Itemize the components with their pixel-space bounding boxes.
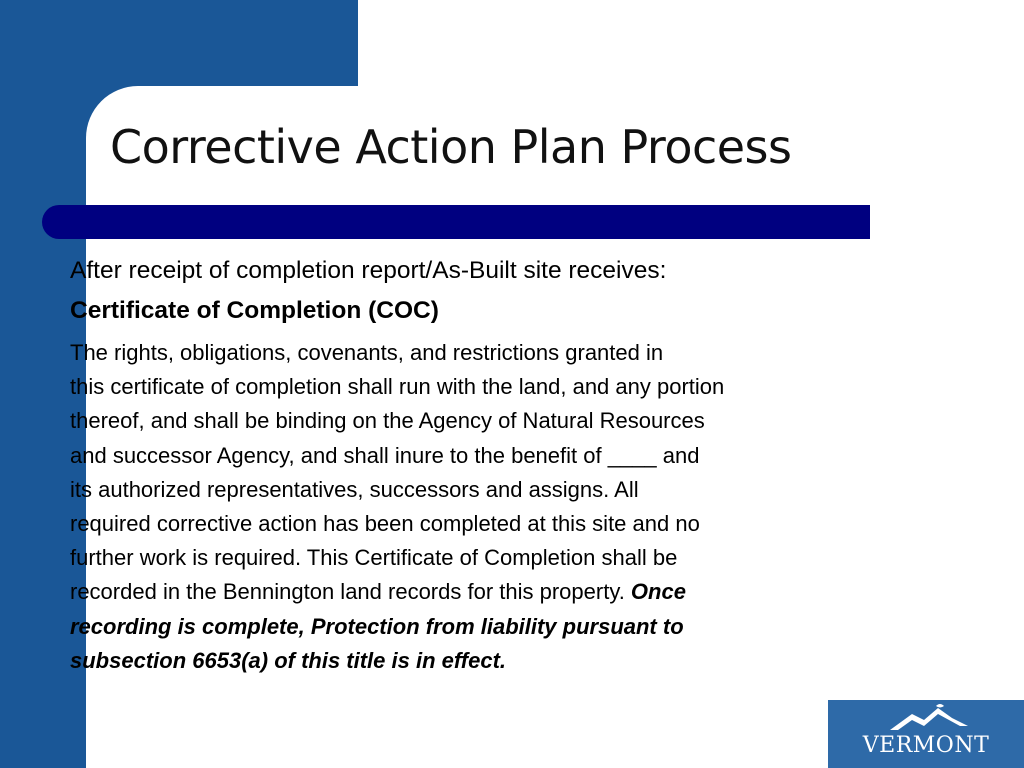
emphasis-line: recording is complete, Protection from liability pursuant to xyxy=(70,613,684,639)
title-underline-bar xyxy=(42,205,870,239)
logo-text: VERMONT xyxy=(862,733,990,758)
body-line-mixed xyxy=(70,575,930,609)
intro-text: After receipt of completion report/As-Built site receives: xyxy=(70,257,667,284)
slide-title: Corrective Action Plan Process xyxy=(110,120,792,174)
vermont-logo xyxy=(828,700,1024,768)
body-line: and successor Agency, and shall inure to the benefit of ____ and xyxy=(70,442,700,468)
body-line: recorded in the Bennington land records for this property. xyxy=(70,579,631,605)
certificate-heading: Certificate of Completion (COC) xyxy=(70,297,439,324)
body-line: The rights, obligations, covenants, and restrictions granted in xyxy=(70,340,664,365)
slide-content xyxy=(70,254,930,678)
body-line: this certificate of completion shall run with the land, and any portion xyxy=(70,374,725,400)
certificate-body xyxy=(70,336,930,678)
emphasis-text: Once xyxy=(630,579,686,605)
body-line: required corrective action has been completed at this site and no xyxy=(70,511,700,537)
body-line: thereof, and shall be binding on the Agency of Natural Resources xyxy=(70,408,705,434)
body-line: its authorized representatives, successors and assigns. All xyxy=(70,476,639,502)
emphasis-line: subsection 6653(a) of this title is in effect. xyxy=(70,647,507,673)
body-line: further work is required. This Certificate of Completion shall be xyxy=(70,545,678,571)
